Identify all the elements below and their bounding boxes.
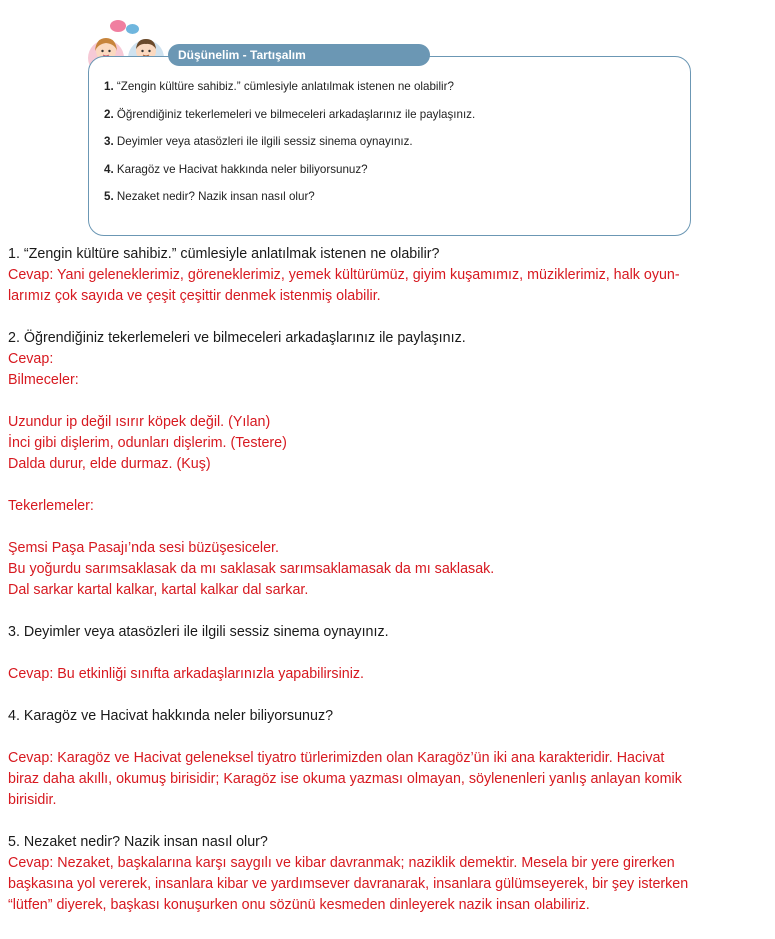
question-5: 5. Nezaket nedir? Nazik insan nasıl olur? — [8, 834, 268, 850]
question-2: 2. Öğrendiğiniz tekerlemeleri ve bilmeceleri arkadaşlarınız ile paylaşınız. — [8, 330, 466, 346]
riddle-item: Dalda durur, elde durmaz. (Kuş) — [8, 456, 211, 472]
answer-4-line: biraz daha akıllı, okumuş birisidir; Karagöz ise okuma yazması olmayan, söylenenleri yanlış anlayan komik — [8, 771, 682, 787]
answer-4-line: Cevap: Karagöz ve Hacivat geleneksel tiyatro türlerimizden olan Karagöz’ün iki ana karakteridir. Hacivat — [8, 750, 665, 766]
question-1: 1. “Zengin kültüre sahibiz.” cümlesiyle anlatılmak istenen ne olabilir? — [8, 246, 440, 262]
answer-1-line: larımız çok sayıda ve çeşit çeşittir denmek istenmiş olabilir. — [8, 288, 381, 304]
riddle-item: İnci gibi dişlerim, odunları dişlerim. (Testere) — [8, 435, 287, 451]
tongue-twisters-heading: Tekerlemeler: — [8, 498, 94, 514]
answers-section — [8, 244, 772, 916]
card-title: Düşünelim - Tartışalım — [168, 44, 430, 66]
discussion-card — [86, 18, 692, 238]
riddle-item: Uzundur ip değil ısırır köpek değil. (Yılan) — [8, 414, 271, 430]
list-item: 3. Deyimler veya atasözleri ile ilgili sessiz sinema oynayınız. — [104, 135, 413, 148]
answer-5-line: “lütfen” diyerek, başkası konuşurken onu sözünü kesmeden dinleyerek nazik insan olabiliriz. — [8, 897, 590, 913]
tongue-twister-item: Dal sarkar kartal kalkar, kartal kalkar dal sarkar. — [8, 582, 309, 598]
list-item: 2. Öğrendiğiniz tekerlemeleri ve bilmeceleri arkadaşlarınız ile paylaşınız. — [104, 107, 476, 121]
answer-5-line: başkasına yol vererek, insanlara kibar ve yardımsever davranarak, insanlara gülümseyerek, bir şey isterken — [8, 876, 689, 892]
riddles-heading: Bilmeceler: — [8, 372, 79, 388]
tongue-twister-item: Bu yoğurdu sarımsaklasak da mı saklasak sarımsaklamasak da mı saklasak. — [8, 561, 495, 577]
list-item: 5. Nezaket nedir? Nazik insan nasıl olur? — [104, 190, 315, 203]
answer-5-line: Cevap: Nezaket, başkalarına karşı saygılı ve kibar davranmak; naziklik demektir. Mesela bir yere girerken — [8, 855, 675, 871]
list-item: 4. Karagöz ve Hacivat hakkında neler biliyorsunuz? — [104, 162, 368, 176]
tongue-twister-item: Şemsi Paşa Pasajı’nda sesi büzüşesiceler. — [8, 540, 279, 556]
question-4: 4. Karagöz ve Hacivat hakkında neler biliyorsunuz? — [8, 708, 334, 724]
question-3: 3. Deyimler veya atasözleri ile ilgili sessiz sinema oynayınız. — [8, 624, 389, 640]
answer-3: Cevap: Bu etkinliği sınıfta arkadaşlarınızla yapabilirsiniz. — [8, 666, 365, 682]
answer-4-line: birisidir. — [8, 792, 57, 808]
answer-2-label: Cevap: — [8, 351, 54, 367]
list-item: 1. “Zengin kültüre sahibiz.” cümlesiyle anlatılmak istenen ne olabilir? — [104, 80, 454, 93]
answer-1-line: Cevap: Yani geleneklerimiz, göreneklerimiz, yemek kültürümüz, giyim kuşamımız, müziklerimiz, halk oyun- — [8, 267, 680, 283]
question-list — [104, 80, 475, 218]
